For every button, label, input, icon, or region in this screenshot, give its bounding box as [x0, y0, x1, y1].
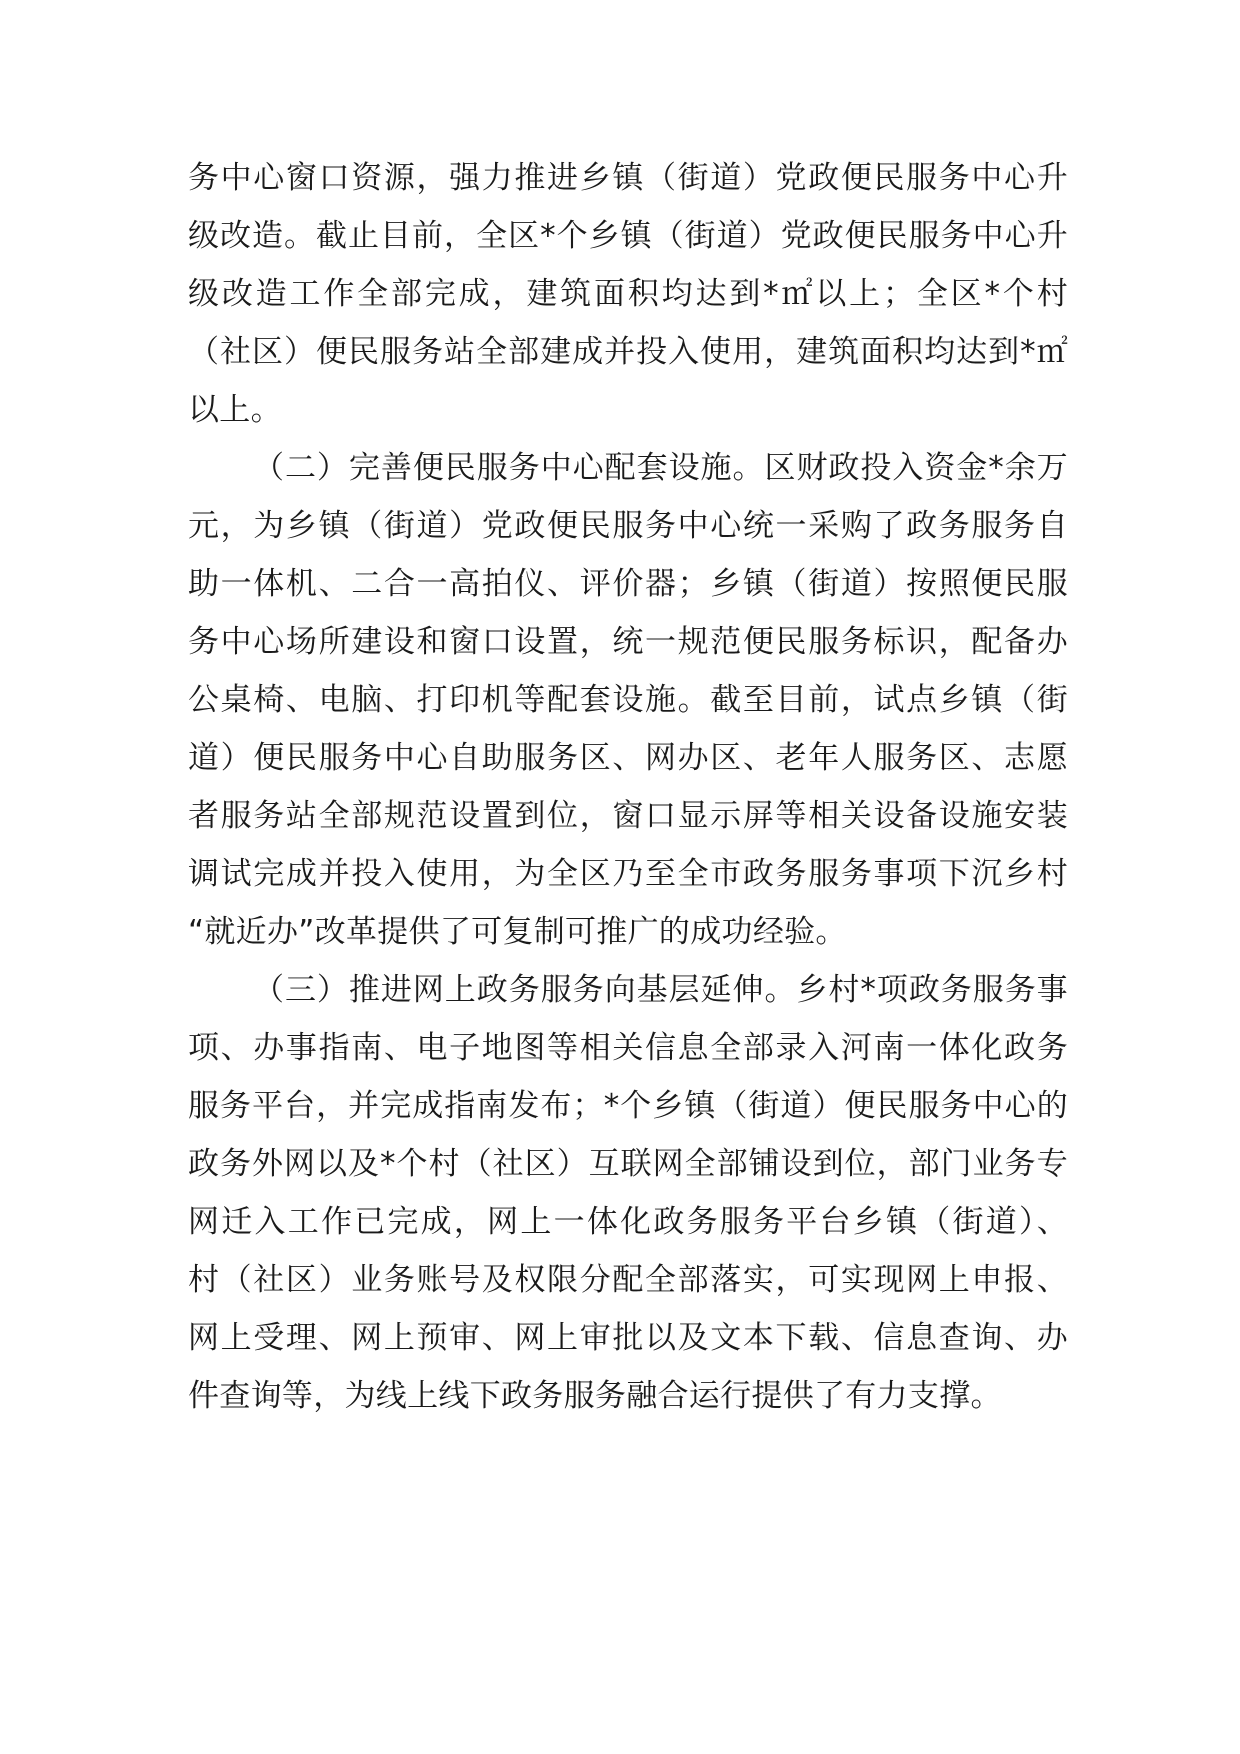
paragraph-line: 调试完成并投入使用，为全区乃至全市政务服务事项下沉乡村: [188, 856, 1068, 892]
section-heading-line: （三）推进网上政务服务向基层延伸。乡村*项政务服务事: [253, 972, 1068, 1008]
paragraph-line: 项、办事指南、电子地图等相关信息全部录入河南一体化政务: [188, 1030, 1068, 1066]
paragraph-line: 级改造工作全部完成，建筑面积均达到*㎡以上；全区*个村: [188, 276, 1068, 312]
paragraph-line: 件查询等，为线上线下政务服务融合运行提供了有力支撑。: [188, 1378, 1002, 1414]
paragraph-line: 服务平台，并完成指南发布；*个乡镇（街道）便民服务中心的: [188, 1088, 1068, 1124]
section-heading-line: （二）完善便民服务中心配套设施。区财政投入资金*余万: [253, 450, 1068, 486]
paragraph-line: （社区）便民服务站全部建成并投入使用，建筑面积均达到*㎡: [188, 334, 1068, 370]
paragraph-line: 村（社区）业务账号及权限分配全部落实，可实现网上申报、: [188, 1262, 1068, 1298]
paragraph-line: 务中心窗口资源，强力推进乡镇（街道）党政便民服务中心升: [188, 160, 1068, 196]
paragraph-line: “就近办”改革提供了可复制可推广的成功经验。: [188, 914, 847, 950]
paragraph-line: 以上。: [188, 392, 282, 428]
paragraph-line: 助一体机、二合一高拍仪、评价器；乡镇（街道）按照便民服: [188, 566, 1068, 602]
paragraph-line: 网上受理、网上预审、网上审批以及文本下载、信息查询、办: [188, 1320, 1068, 1356]
paragraph-line: 网迁入工作已完成，网上一体化政务服务平台乡镇（街道）、: [188, 1204, 1068, 1240]
paragraph-line: 政务外网以及*个村（社区）互联网全部铺设到位，部门业务专: [188, 1146, 1068, 1182]
paragraph-line: 公桌椅、电脑、打印机等配套设施。截至目前，试点乡镇（街: [188, 682, 1068, 718]
paragraph-line: 级改造。截止目前，全区*个乡镇（街道）党政便民服务中心升: [188, 218, 1068, 254]
paragraph-line: 道）便民服务中心自助服务区、网办区、老年人服务区、志愿: [188, 740, 1068, 776]
paragraph-line: 务中心场所建设和窗口设置，统一规范便民服务标识，配备办: [188, 624, 1068, 660]
paragraph-line: 元，为乡镇（街道）党政便民服务中心统一采购了政务服务自: [188, 508, 1068, 544]
paragraph-line: 者服务站全部规范设置到位，窗口显示屏等相关设备设施安装: [188, 798, 1068, 834]
